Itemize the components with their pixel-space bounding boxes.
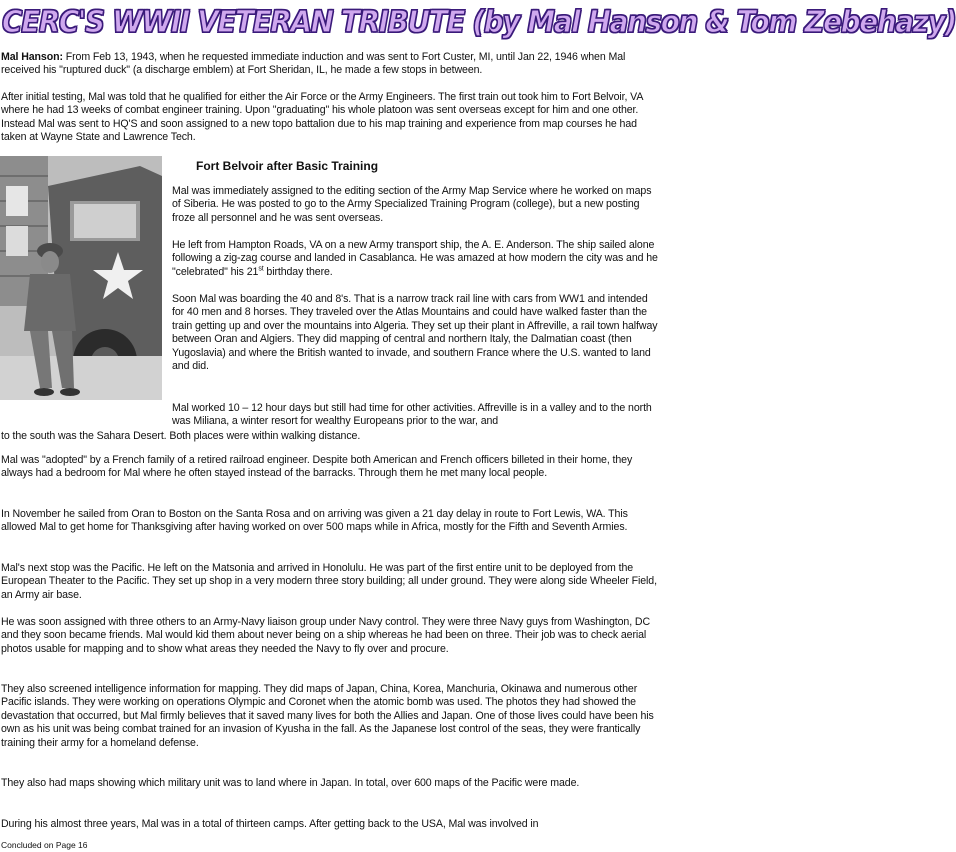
paragraph-algeria: Soon Mal was boarding the 40 and 8's. That is a narrow track rail line with cars from WW1 and intended for 40 men and 8 horses. They traveled over the Atlas Mountains and could have walked faster than the train getting up and over the mountains into Algeria. They set up their plant in Affreville, a rail town halfway between Oran and Algiers. They did mapping of central and northern Italy, the Dalmatian coast (then Yugoslavia) and where the British wanted to invade, and southern France where the U.S. wanted to land and did. <box>172 293 658 373</box>
paragraph-casablanca <box>172 239 660 279</box>
veteran-photo <box>0 156 162 400</box>
page-title: CERC'S WWII VETERAN TRIBUTE (by Mal Hanson & Tom Zebehazy) <box>2 5 956 40</box>
intro-lead: Mal Hanson: <box>1 51 63 63</box>
paragraph-liaison-group: He was soon assigned with three others to an Army-Navy liaison group under Navy control. They were three Navy guys from Washington, DC and they soon became friends. Mal would kid them about never being on a ship whereas he had been on three. Their job was to check aerial photos usable for mapping and to show what areas they needed the Navy to fly over and procure. <box>1 616 651 655</box>
paragraph-army-map-service: Mal was immediately assigned to the editing section of the Army Map Service where he worked on maps of Siberia. He was posted to go to the Army Specialized Training Program (college), but a new posting froze all personnel and he was sent overseas. <box>172 185 652 224</box>
paragraph-initial-testing: After initial testing, Mal was told that he qualified for either the Air Force or the Army Engineers. The first train out took him to Fort Belvoir, VA where he had 13 weeks of combat engineer training. Upon "graduating" his whole platoon was sent overseas except for him and one other. Instead Mal was sent to HQ'S and soon assigned to a new topo battalion due to his map training and experience from map courses he had taken at Wayne State and Lawrence Tech. <box>1 91 643 144</box>
photo-caption: Fort Belvoir after Basic Training <box>196 159 379 173</box>
casablanca-text-start: He left from Hampton Roads, VA on a new Army transport ship, the A. E. Anderson. The ship sailed alone following a zig-zag course and landed in Casablanca. He was amazed at how modern the city was and he "celebrated" his 21 <box>172 239 658 278</box>
paragraph-intelligence-mapping: They also screened intelligence information for mapping. They did maps of Japan, China, Korea, Manchuria, Okinawa and numerous other Pacific islands. They were working on operations Olympic and Coronet when the atomic bomb was used. The photos they had showed the devastation that occurred, but Mal firmly believes that it saved many lives for both the Allies and Japan. One of those lives could have been his own as his unit was being combat trained for an invasion of Kyusha in the fall. As the Japanese lost control of the seas, they were frantically training their army for a homeland defense. <box>1 683 654 749</box>
continuation-note: Concluded on Page 16 <box>1 840 88 850</box>
paragraph-affreville-part1: Mal worked 10 – 12 hour days but still had time for other activities. Affreville is in a valley and to the north was Miliana, a winter resort for wealthy Europeans prior to the war, and <box>172 402 652 428</box>
paragraph-return-home: In November he sailed from Oran to Boston on the Santa Rosa and on arriving was given a 21 day delay in route to Fort Lewis, WA. This allowed Mal to get home for Thanksgiving after having worked on over 500 maps while in Africa, mostly for the Fifth and Seventh Armies. <box>1 508 628 534</box>
paragraph-pacific-maps: They also had maps showing which military unit was to land where in Japan. In total, over 600 maps of the Pacific were made. <box>1 777 580 789</box>
ordinal-superscript: st <box>258 265 264 273</box>
intro-paragraph <box>1 51 659 78</box>
paragraph-affreville-part2: to the south was the Sahara Desert. Both places were within walking distance. <box>1 430 361 442</box>
intro-text: From Feb 13, 1943, when he requested immediate induction and was sent to Fort Custer, MI, until Jan 22, 1946 when Mal received his "ruptured duck" (a discharge emblem) at Fort Sheridan, IL, he made a few stops in between. <box>1 51 626 77</box>
paragraph-french-family: Mal was "adopted" by a French family of a retired railroad engineer. Despite both American and French officers billeted in their home, they always had a bedroom for Mal where he often stayed instead of the barracks. Through them he met many local people. <box>1 454 633 480</box>
casablanca-text-end: birthday there. <box>263 265 333 278</box>
veteran-photo-image <box>0 156 162 400</box>
paragraph-thirteen-camps: During his almost three years, Mal was in a total of thirteen camps. After getting back to the USA, Mal was involved in <box>1 818 539 830</box>
paragraph-pacific: Mal's next stop was the Pacific. He left on the Matsonia and arrived in Honolulu. He was part of the first entire unit to be deployed from the European Theater to the Pacific. They set up shop in a very modern three story building; all under ground. They were along side Wheeler Field, an Army air base. <box>1 562 657 601</box>
